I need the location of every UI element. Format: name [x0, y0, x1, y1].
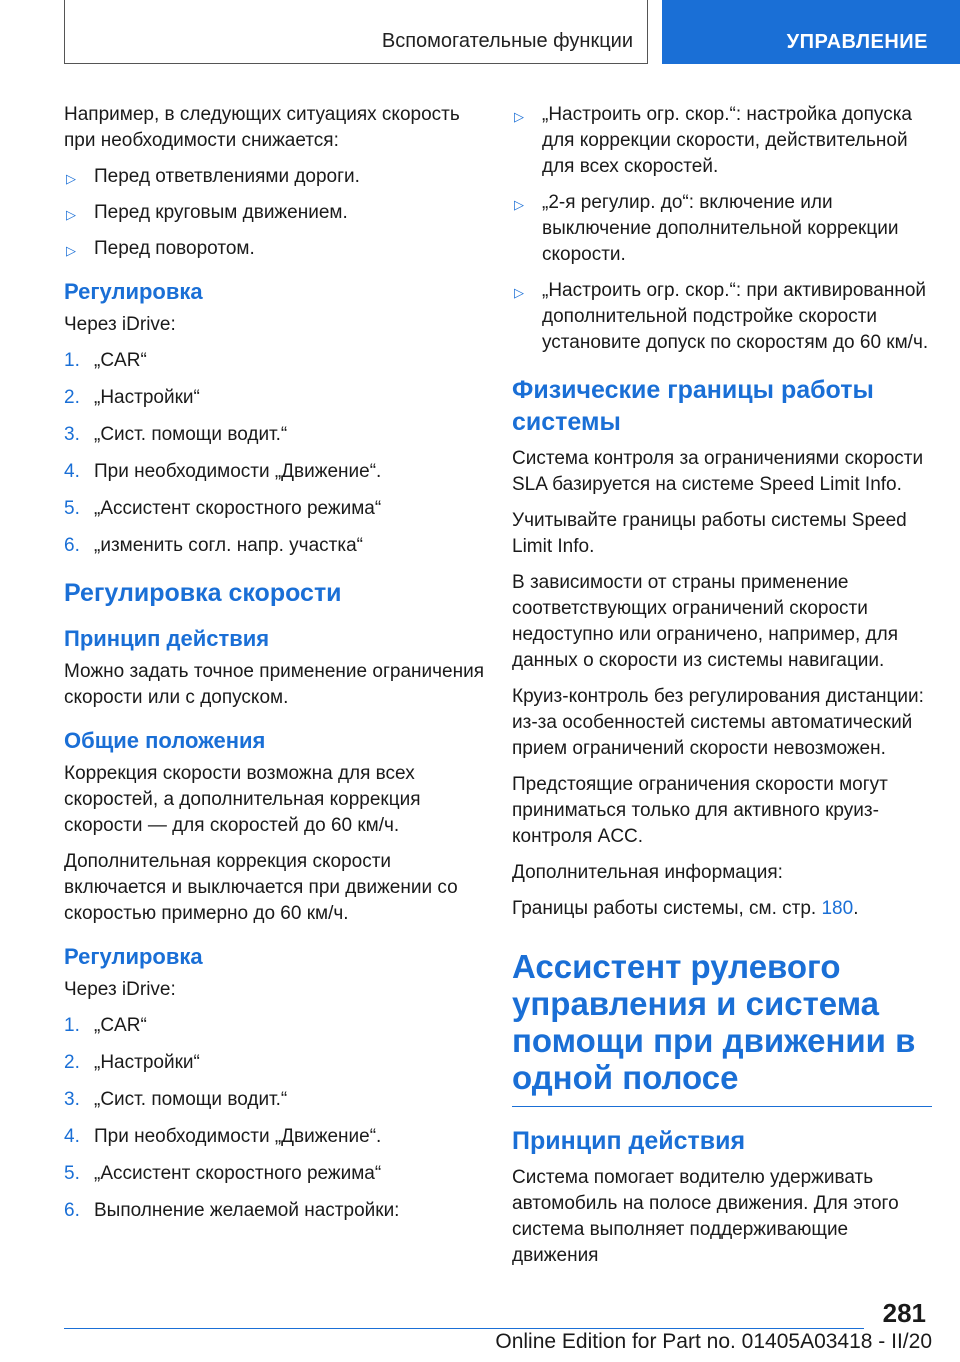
steps-list-1: [64, 348, 484, 559]
intro-text: Например, в следующих ситуациях скорость при необходимости снижается:: [64, 104, 460, 151]
page-number: 281: [882, 1298, 926, 1328]
limits-paragraph-5: Предстоящие ограничения скорости могут приниматься только для активного круиз-контроля ACC.: [512, 774, 888, 847]
list-item: 2. „Настройки“: [64, 1052, 200, 1073]
list-item: ▷ Перед круговым движением.: [64, 200, 484, 226]
list-item: ▷ „Настроить огр. скор.“: при активированной дополнительной подстройке скорости установите допуск по скоростям до 60 км/ч.: [514, 280, 929, 353]
list-item: 4. При необходимости „Движение“.: [64, 461, 382, 482]
left-column: [64, 102, 484, 1235]
triangle-bullet-icon: ▷: [514, 109, 524, 124]
list-item: 6. „изменить согл. напр. участка“: [64, 535, 363, 556]
via-idrive-2: Через iDrive:: [64, 979, 176, 1000]
principle-text: Можно задать точное применение ограничения скорости или с допуском.: [64, 661, 484, 708]
heading-system-limits: Физические границы работы системы: [512, 376, 874, 436]
limits-paragraph-6: Дополнительная информация:: [512, 862, 783, 883]
limits-paragraph-1: Система контроля за ограничениями скорости SLA базируется на системе Speed Limit Info.: [512, 448, 924, 495]
triangle-bullet-icon: ▷: [66, 171, 76, 186]
page-reference-link[interactable]: 180: [821, 898, 854, 919]
list-item: 2. „Настройки“: [64, 387, 200, 408]
heading-principle: Принцип действия: [64, 626, 270, 651]
triangle-bullet-icon: ▷: [66, 243, 76, 258]
section-title: Вспомогательные функции: [381, 30, 633, 52]
chapter-title: УПРАВЛЕНИЕ: [786, 31, 928, 53]
heading-general: Общие положения: [64, 728, 266, 753]
principle-text-2: Система помогает водителю удерживать автомобиль на полосе движения. Для этого система выполняет поддерживающие движения: [512, 1167, 899, 1266]
list-item: ▷ „Настроить огр. скор.“: настройка допуска для коррекции скорости, действительной для всех скоростей.: [514, 104, 912, 177]
list-item: 1. „CAR“: [64, 1015, 147, 1036]
limits-paragraph-3: В зависимости от страны применение соответствующих ограничений скорости недоступно или ограничено, например, для данных о скорости из системы навигации.: [512, 572, 898, 671]
list-item: 5. „Ассистент скоростного режима“: [64, 1163, 382, 1184]
page-header: [0, 0, 960, 66]
settings-list: [512, 102, 932, 356]
triangle-bullet-icon: ▷: [66, 207, 76, 222]
footer-divider: [64, 1328, 864, 1329]
via-idrive-1: Через iDrive:: [64, 314, 176, 335]
chapter-tab: [662, 0, 960, 64]
list-item: ▷ Перед ответвлениями дороги.: [64, 164, 484, 190]
list-item: 4. При необходимости „Движение“.: [64, 1126, 382, 1147]
list-item: 3. „Сист. помощи водит.“: [64, 424, 288, 445]
list-item: 6. Выполнение желаемой настройки:: [64, 1200, 400, 1221]
limits-paragraph-4: Круиз-контроль без регулирования дистанции: из-за особенностей системы автоматический прием ограничений скорости невозможен.: [512, 686, 924, 759]
list-item: 1. „CAR“: [64, 350, 147, 371]
limits-paragraph-2: Учитывайте границы работы системы Speed Limit Info.: [512, 510, 907, 557]
heading-steering-assistant: Ассистент рулевого управления и система помощи при движении в одной полосе: [512, 948, 932, 1107]
limits-paragraph-7: Границы работы системы, см. стр. 180.: [512, 898, 859, 919]
right-column: [512, 102, 932, 1279]
general-paragraph-2: Дополнительная коррекция скорости включается и выключается при движении со скоростью примерно до 60 км/ч.: [64, 851, 458, 924]
list-item: ▷ „2-я регулир. до“: включение или выключение дополнительной коррекции скорости.: [514, 192, 899, 265]
steps-list-2: [64, 1013, 484, 1224]
heading-adjustment-2: Регулировка: [64, 944, 203, 969]
list-item: ▷ Перед поворотом.: [64, 236, 484, 262]
triangle-bullet-icon: ▷: [514, 285, 524, 300]
heading-adjustment-1: Регулировка: [64, 279, 203, 304]
general-paragraph-1: Коррекция скорости возможна для всех скоростей, а дополнительная коррекция скорости — для скоростей до 60 км/ч.: [64, 763, 421, 836]
heading-speed-adjustment: Регулировка скорости: [64, 579, 342, 607]
list-item: 3. „Сист. помощи водит.“: [64, 1089, 288, 1110]
list-item: 5. „Ассистент скоростного режима“: [64, 498, 382, 519]
situations-list: [64, 164, 484, 262]
section-header-box: [64, 0, 648, 64]
triangle-bullet-icon: ▷: [514, 197, 524, 212]
heading-principle-2: Принцип действия: [512, 1127, 746, 1155]
footer-edition: Online Edition for Part no. 01405A03418 - II/20: [495, 1330, 932, 1353]
